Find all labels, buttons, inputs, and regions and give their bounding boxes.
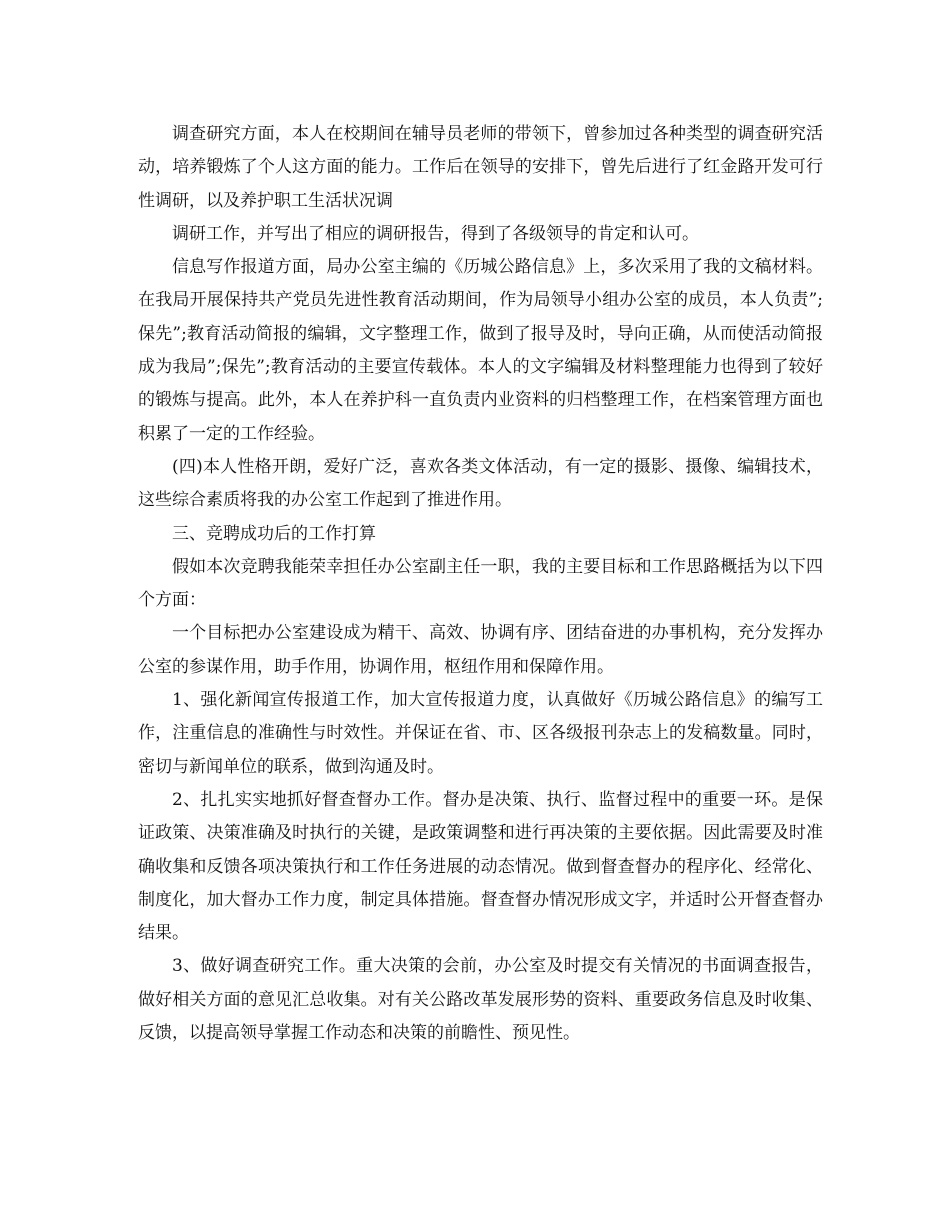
paragraph-goals-intro: 假如本次竞聘我能荣幸担任办公室副主任一职，我的主要目标和工作思路概括为以下四个方面： (138, 556, 823, 611)
paragraph-item-3: 3、做好调查研究工作。重大决策的会前，办公室及时提交有关情况的书面调查报告，做好相关方面的意见汇总收集。对有关公路改革发展形势的资料、重要政务信息及时收集、反馈，以提高领导掌握工作动态和决策的前瞻性、预见性。 (138, 956, 823, 1044)
document-body (138, 118, 823, 1050)
paragraph-research-intro: 调查研究方面，本人在校期间在辅导员老师的带领下，曾参加过各种类型的调查研究活动，培养锻炼了个人这方面的能力。工作后在领导的安排下，曾先后进行了红金路开发可行性调研，以及养护职工生活状况调 (138, 124, 823, 211)
paragraph-personality: (四)本人性格开朗，爱好广泛，喜欢各类文体活动，有一定的摄影、摄像、编辑技术，这些综合素质将我的办公室工作起到了推进作用。 (138, 456, 823, 511)
paragraph-research-report: 调研工作，并写出了相应的调研报告，得到了各级领导的肯定和认可。 (172, 223, 699, 244)
paragraph-item-1: 1、强化新闻宣传报道工作，加大宣传报道力度，认真做好《历城公路信息》的编写工作，注重信息的准确性与时效性。并保证在省、市、区各级报刊杂志上的发稿数量。同时，密切与新闻单位的联系，做到沟通及时。 (138, 690, 823, 777)
paragraph-writing-reporting: 信息写作报道方面，局办公室主编的《历城公路信息》上，多次采用了我的文稿材料。在我局开展保持共产党员先进性教育活动期间，作为局领导小组办公室的成员，本人负责”;保先”;教育活动简报的编辑，文字整理工作，做到了报导及时，导向正确，从而使活动简报成为我局”;保先”;教育活动的主要宣传载体。本人的文字编辑及材料整理能力也得到了较好的锻炼与提高。此外，本人在养护科一直负责内业资料的归档整理工作，在档案管理方面也积累了一定的工作经验。 (138, 257, 823, 444)
paragraph-one-goal: 一个目标把办公室建设成为精干、高效、协调有序、团结奋进的办事机构，充分发挥办公室的参谋作用，助手作用，协调作用，枢纽作用和保障作用。 (138, 623, 823, 677)
paragraph-item-2: 2、扎扎实实地抓好督查督办工作。督办是决策、执行、监督过程中的重要一环。是保证政策、决策准确及时执行的关键，是政策调整和进行再决策的主要依据。因此需要及时准确收集和反馈各项决策执行和工作任务进展的动态情况。做到督查督办的程序化、经常化、制度化，加大督办工作力度，制定具体措施。督查督办情况形成文字，并适时公开督查督办结果。 (138, 789, 823, 944)
section-heading-work-plan: 三、竞聘成功后的工作打算 (172, 523, 376, 544)
